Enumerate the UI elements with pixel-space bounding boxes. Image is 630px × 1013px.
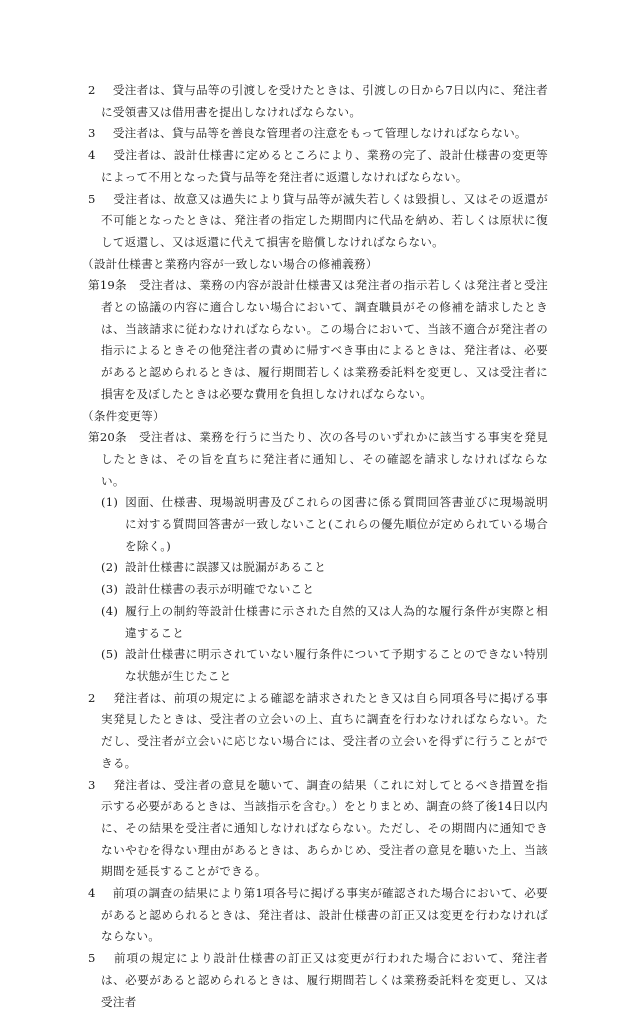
- article-number: 第19条: [88, 278, 127, 293]
- list-item-4: [101, 601, 548, 644]
- paragraph-text: 発注者は、受注者の意見を聴いて、調査の結果（これに対してとるべき措置を指示する必要があるときは、当該指示を含む。）をとりまとめ、調査の終了後14日以内に、その結果を受注者に通知しなければならない。ただし、その期間内に通知できないやむを得ない理由があるときは、あらかじめ、受注者の意見を聴いた上、当該期間を延長することができる。: [101, 777, 548, 879]
- article-19-heading: （設計仕様書と業務内容が一致しない場合の修補義務）: [82, 256, 378, 271]
- paragraph-number: 2: [88, 690, 96, 705]
- paragraph-number: 2: [88, 83, 96, 97]
- list-item-5: [101, 644, 548, 687]
- list-item-3: [101, 579, 548, 601]
- paragraph-text: 発注者は、前項の規定による確認を請求されたとき又は自ら同項各号に掲げる事実発見したときは、受注者の立会いの上、直ちに調査を行わなければならない。ただし、受注者が立会いに応じない場合には、受注者の立会いを得ずに行うことができる。: [101, 690, 548, 770]
- item-text: 設計仕様書の表示が明確でないこと: [125, 582, 315, 597]
- item-number: (5): [101, 647, 119, 662]
- item-number: (4): [101, 603, 119, 618]
- paragraph-text: 受注者は、故意又は過失により貸与品等が滅失若しくは毀損し、又はその返還が不可能となったときは、発注者の指定した期間内に代品を納め、若しくは原状に復して返還し、又は返還に代えて損害を賠償しなければならない。: [101, 191, 548, 249]
- list-item-1: [101, 492, 548, 557]
- article-20-heading: （条件変更等）: [82, 408, 165, 423]
- item-text: 設計仕様書に誤謬又は脱漏があること: [125, 560, 327, 575]
- paragraph-5: [88, 189, 548, 254]
- article-20-paragraph-2: [88, 688, 548, 775]
- article-text: 受注者は、業務を行うに当たり、次の各号のいずれかに該当する事実を発見したときは、その旨を直ちに発注者に通知し、その確認を請求しなければならない。: [101, 430, 548, 488]
- paragraph-3: [88, 123, 548, 145]
- item-text: 図面、仕様書、現場説明書及びこれらの図書に係る質問回答書並びに現場説明に対する質問回答書が一致しないこと(これらの優先順位が定められている場合を除く。): [125, 495, 548, 553]
- item-number: (3): [101, 582, 119, 597]
- paragraph-number: 4: [88, 886, 96, 901]
- paragraph-4: [88, 145, 548, 188]
- paragraph-number: 3: [88, 777, 96, 792]
- item-number: (2): [101, 560, 119, 575]
- article-20-paragraph-4: [88, 883, 548, 948]
- paragraph-number: 5: [88, 951, 96, 966]
- article-20: [88, 427, 548, 492]
- paragraph-text: 受注者は、貸与品等を善良な管理者の注意をもって管理しなければならない。: [101, 126, 527, 141]
- article-number: 第20条: [88, 430, 127, 445]
- paragraph-text: 受注者は、設計仕様書に定めるところにより、業務の完了、設計仕様書の変更等によって不用となった貸与品等を発注者に返還しなければならない。: [101, 148, 548, 184]
- paragraph-number: 5: [88, 191, 96, 206]
- paragraph-number: 4: [88, 148, 96, 163]
- list-item-2: [101, 557, 548, 579]
- item-text: 設計仕様書に明示されていない履行条件について予期することのできない特別な状態が生じたこと: [125, 647, 548, 683]
- paragraph-number: 3: [88, 126, 96, 141]
- paragraph-text: 前項の調査の結果により第1項各号に掲げる事実が確認された場合において、必要があると認められるときは、発注者は、設計仕様書の訂正又は変更を行わなければならない。: [101, 886, 548, 944]
- item-text: 履行上の制約等設計仕様書に示された自然的又は人為的な履行条件が実際と相違すること: [125, 603, 548, 640]
- article-19: [88, 275, 548, 405]
- article-text: 受注者は、業務の内容が設計仕様書又は発注者の指示若しくは発注者と受注者との協議の内容に適合しない場合において、調査職員がその修補を請求したときは、当該請求に従わなければならない。この場合において、当該不適合が発注者の指示によるときその他発注者の責めに帰すべき事由によるときは、発注者は、必要があると認められるときは、履行期間若しくは業務委託料を変更し、又は受注者に損害を及ぼしたときは必要な費用を負担しなければならない。: [101, 278, 548, 401]
- article-20-paragraph-5: [88, 948, 548, 1013]
- document-body: [82, 80, 548, 1013]
- article-20-paragraph-3: [88, 775, 548, 884]
- paragraph-2: [88, 80, 548, 123]
- paragraph-text: 受注者は、貸与品等の引渡しを受けたときは、引渡しの日から7日以内に、発注者に受領書又は借用書を提出しなければならない。: [101, 83, 548, 119]
- item-number: (1): [101, 495, 119, 510]
- paragraph-text: 前項の規定により設計仕様書の訂正又は変更が行われた場合において、発注者は、必要があると認められるときは、履行期間若しくは業務委託料を変更し、又は受注者: [101, 951, 548, 1009]
